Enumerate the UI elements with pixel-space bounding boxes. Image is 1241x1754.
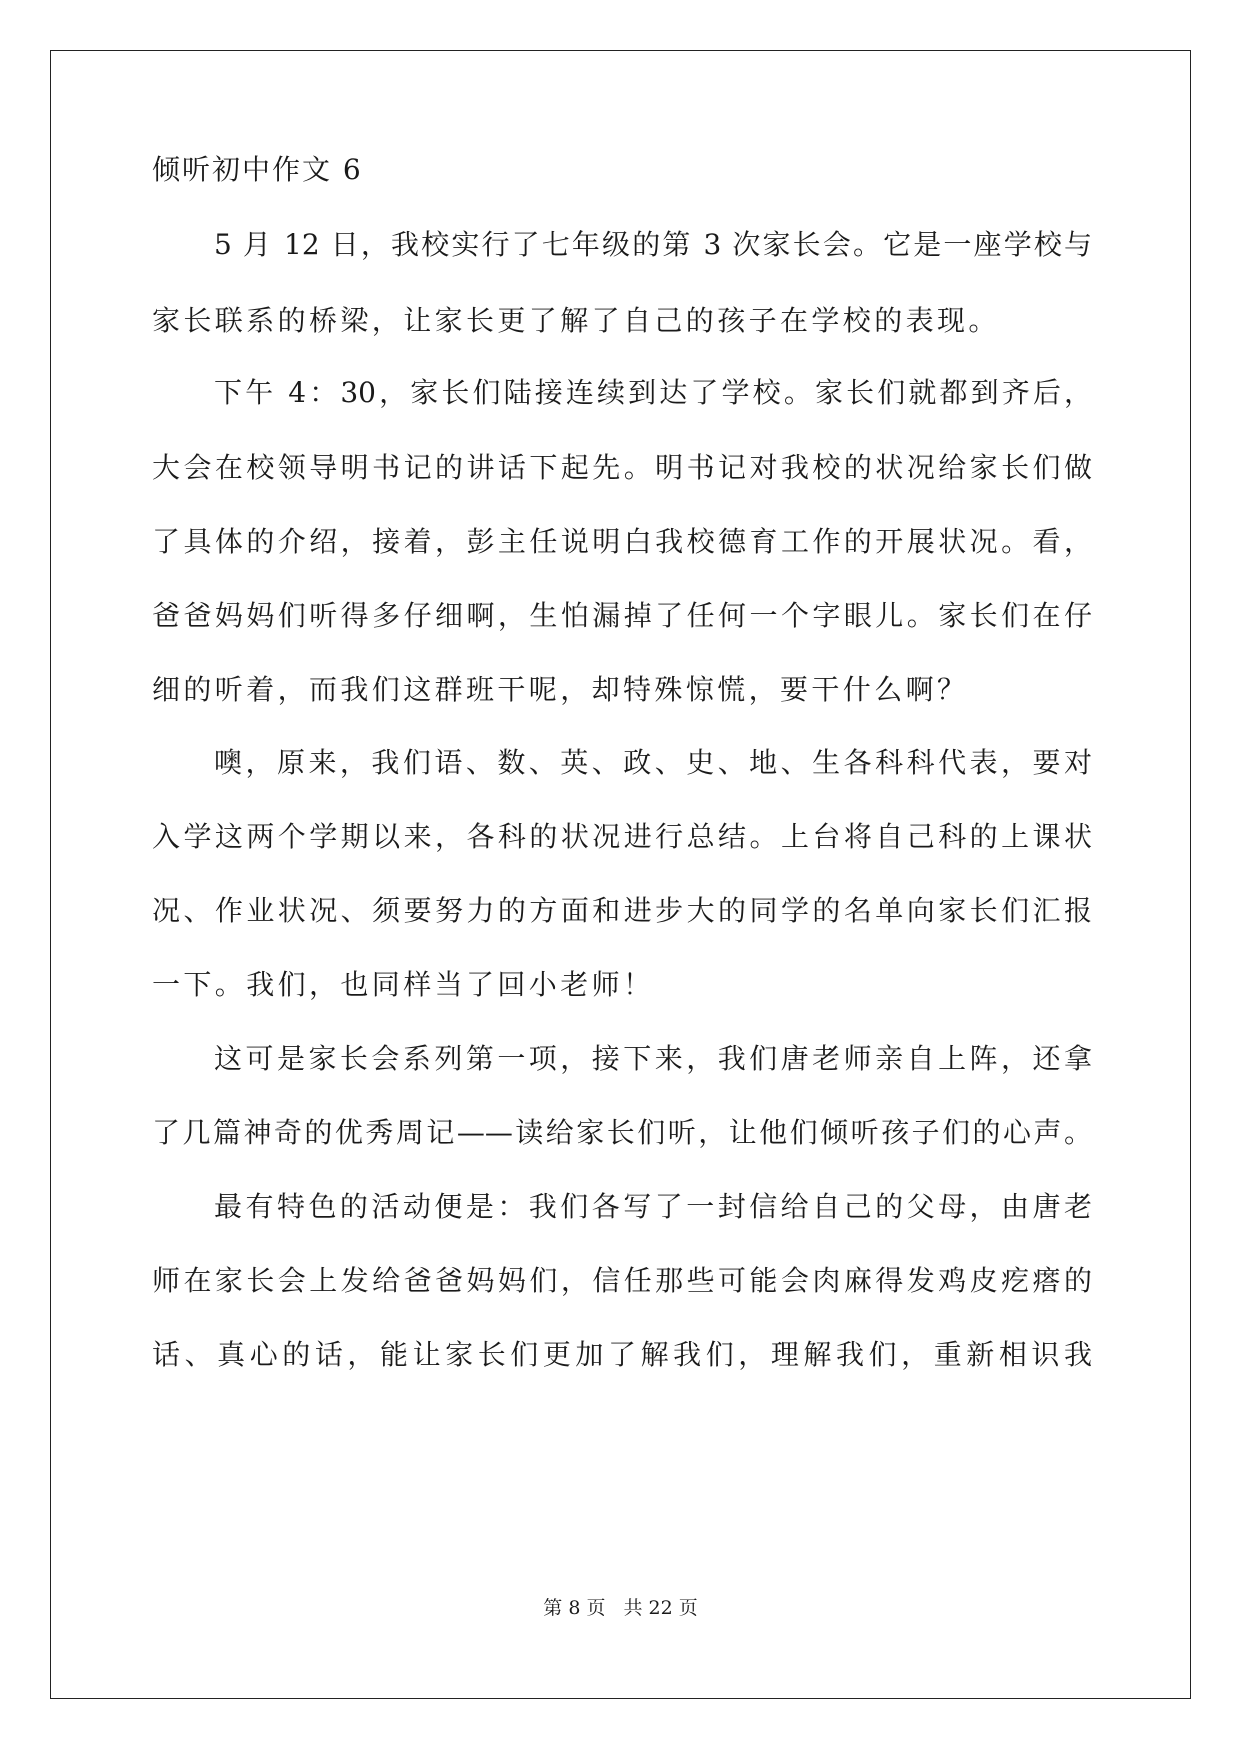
paragraph-line: 最有特色的活动便是：我们各写了一封信给自己的父母，由唐老 bbox=[214, 1190, 1092, 1223]
paragraph-line: 爸爸妈妈们听得多仔细啊，生怕漏掉了任何一个字眼儿。家长们在仔 bbox=[152, 599, 1092, 632]
paragraph-line: 师在家长会上发给爸爸妈妈们，信任那些可能会肉麻得发鸡皮疙瘩的 bbox=[152, 1264, 1092, 1297]
page-footer bbox=[0, 1593, 1241, 1620]
paragraph-line: 话、真心的话，能让家长们更加了解我们，理解我们，重新相识我 bbox=[152, 1338, 1092, 1371]
paragraph-line: 家长联系的桥梁，让家长更了解了自己的孩子在学校的表现。 bbox=[152, 304, 1000, 337]
paragraph-line: 噢，原来，我们语、数、英、政、史、地、生各科科代表，要对 bbox=[214, 746, 1092, 779]
paragraph-line: 下午 4：30，家长们陆接连续到达了学校。家长们就都到齐后， bbox=[214, 376, 1092, 409]
paragraph-line: 一下。我们，也同样当了回小老师！ bbox=[152, 968, 655, 1001]
essay-title: 倾听初中作文 6 bbox=[152, 153, 363, 186]
page-total: 共 22 页 bbox=[623, 1597, 698, 1619]
paragraph-line: 这可是家长会系列第一项，接下来，我们唐老师亲自上阵，还拿 bbox=[214, 1042, 1092, 1075]
paragraph-line: 了几篇神奇的优秀周记——读给家长们听，让他们倾听孩子们的心声。 bbox=[152, 1116, 1092, 1149]
page-border bbox=[50, 50, 1191, 1699]
paragraph-line: 了具体的介绍，接着，彭主任说明白我校德育工作的开展状况。看， bbox=[152, 525, 1092, 558]
page-number: 第 8 页 bbox=[543, 1597, 606, 1619]
paragraph-line: 5 月 12 日，我校实行了七年级的第 3 次家长会。它是一座学校与 bbox=[214, 228, 1092, 261]
paragraph-line: 入学这两个学期以来，各科的状况进行总结。上台将自己科的上课状 bbox=[152, 820, 1092, 853]
paragraph-line: 细的听着，而我们这群班干呢，却特殊惊慌，要干什么啊？ bbox=[152, 673, 969, 706]
paragraph-line: 况、作业状况、须要努力的方面和进步大的同学的名单向家长们汇报 bbox=[152, 894, 1092, 927]
paragraph-line: 大会在校领导明书记的讲话下起先。明书记对我校的状况给家长们做 bbox=[152, 451, 1092, 484]
